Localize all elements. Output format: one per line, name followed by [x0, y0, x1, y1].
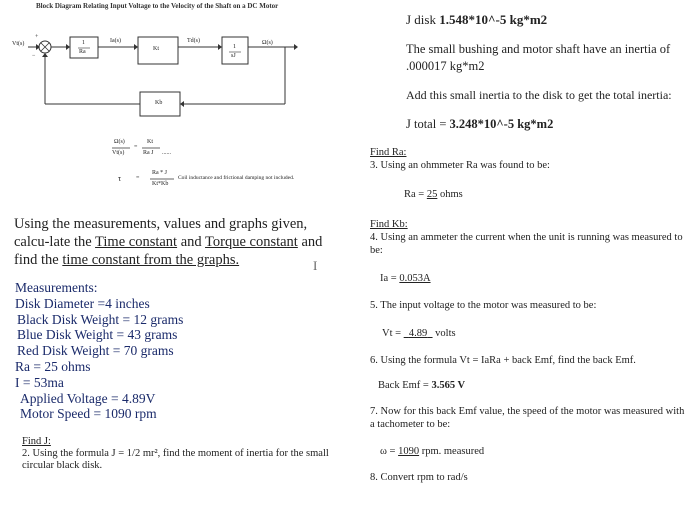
vt-line: Vt = 4.89 volts [382, 328, 456, 339]
measurement-item: Red Disk Weight = 70 grams [17, 343, 174, 359]
tf-equals: = [134, 144, 138, 150]
step8-text: 8. Convert rpm to rad/s [370, 472, 468, 483]
ra-line: Ra = 25 ohms [404, 189, 463, 200]
tau-denominator: Kt*Kb [152, 181, 169, 187]
find-j-section [22, 436, 342, 472]
block-diagram [0, 0, 345, 200]
text-cursor-icon: I [313, 258, 318, 273]
measurement-item: Applied Voltage = 4.89V [20, 390, 156, 406]
torque-label: Td(s) [187, 38, 200, 44]
ia-line: Ia = 0.053A [380, 273, 431, 284]
block1-denominator: Ra [79, 49, 86, 55]
block1-numerator: 1 [82, 40, 85, 46]
block2-label: Kt [153, 46, 159, 52]
bushing-text: The small bushing and motor shaft have an inertia of [406, 42, 671, 56]
measurement-item: Black Disk Weight = 12 grams [17, 311, 184, 327]
find-kb-text: 4. Using an ammeter the current when the unit is running was measured to be: [370, 232, 683, 256]
block-1-over-sj [222, 37, 248, 64]
current-label: Ia(s) [110, 38, 121, 44]
measurement-item: I = 53ma [15, 374, 64, 390]
question-text: Using the measurements, values and graphs given, calcu-late the Time constant and Torque constant and find the time constant from the graphs. [14, 216, 323, 268]
feedback-block-label: Kb [155, 100, 163, 106]
omega-line: ω = 1090 rpm. measured [380, 446, 485, 457]
bushing-value-line: .000017 kg*m2 [406, 59, 485, 73]
step7-text: 7. Now for this back Emf value, the speed of the motor was measured with a tachometer to be: [370, 406, 685, 430]
measurement-item: Ra = 25 ohms [15, 358, 91, 374]
jdisk-line: J disk 1.548*10^-5 kg*m2 [406, 12, 548, 27]
tau-symbol: τ [118, 174, 122, 183]
tf-lhs-denominator: Vt(s) [112, 150, 125, 156]
measurements-header: Measurements: [15, 280, 98, 295]
find-j-header: Find J: [22, 436, 51, 447]
tf-dots: ...... [162, 150, 171, 156]
plus-sign: + [35, 34, 39, 40]
step6-text: 6. Using the formula Vt = IaRa + back Emf, find the back Emf. [370, 355, 636, 366]
output-label: Ω(s) [262, 40, 273, 46]
find-ra-header: Find Ra: [370, 147, 407, 158]
diagram-title: Block Diagram Relating Input Voltage to the Velocity of the Shaft on a DC Motor [36, 2, 279, 10]
find-ra-text: 3. Using an ohmmeter Ra was found to be: [370, 160, 550, 171]
tf-lhs-numerator: Ω(s) [114, 139, 125, 145]
block3-numerator: 1 [233, 44, 236, 50]
minus-sign: − [32, 53, 36, 59]
block3-denominator: sJ [231, 53, 236, 59]
measurement-item: Disk Diameter =4 inches [15, 295, 150, 311]
emf-line: Back Emf = 3.565 V [378, 380, 466, 391]
tau-numerator: Ra * J [152, 170, 167, 176]
tf-rhs-denominator: Ra J [143, 150, 154, 156]
jtotal-line: J total = 3.248*10^-5 kg*m2 [406, 117, 554, 131]
find-kb-header: Find Kb: [370, 219, 408, 230]
measurement-item: Blue Disk Weight = 43 grams [17, 327, 178, 343]
step5-text: 5. The input voltage to the motor was measured to be: [370, 300, 597, 311]
tf-rhs-numerator: Kt [147, 139, 153, 145]
find-j-text: 2. Using the formula J = 1/2 mr², find the moment of inertia for the small circular black disk. [22, 448, 329, 471]
measurements-block [15, 280, 183, 422]
add-inertia-text: Add this small inertia to the disk to get the total inertia: [406, 88, 672, 102]
tau-equals: = [136, 175, 140, 181]
measurement-item: Motor Speed = 1090 rpm [20, 406, 157, 422]
tau-note: Coil inductance and frictional damping not included. [178, 175, 295, 181]
input-label: Vt(s) [12, 41, 25, 47]
